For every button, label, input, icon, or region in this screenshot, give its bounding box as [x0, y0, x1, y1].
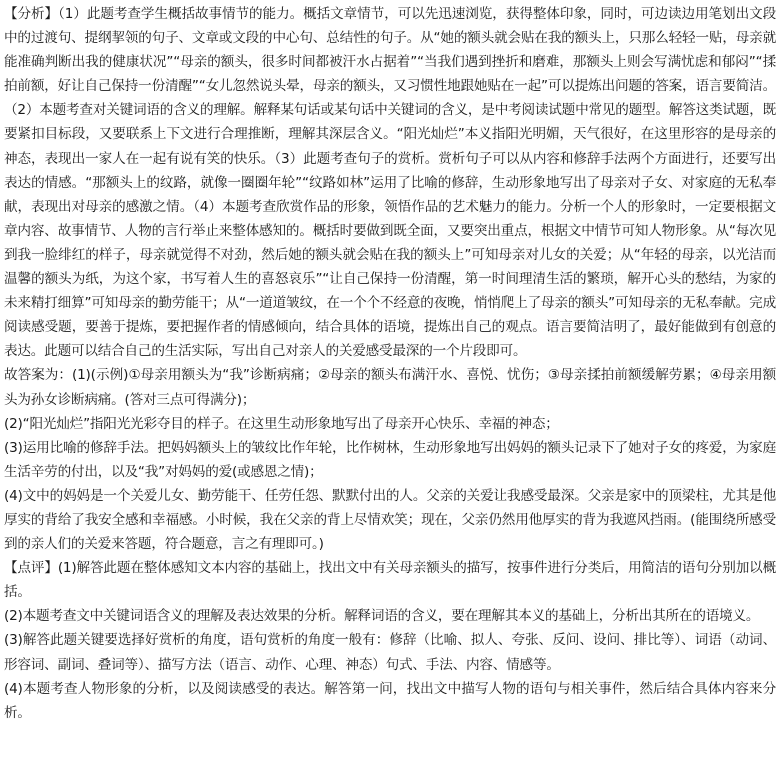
comment-1: [4, 556, 776, 604]
comment-1-text: (1)解答此题在整体感知文本内容的基础上，找出文中有关母亲额头的描写，按事件进行分类后，用简洁的语句分别加以概括。: [4, 560, 776, 601]
answer-3: (3)运用比喻的修辞手法。把妈妈额头上的皱纹比作年轮，比作树林，生动形象地写出妈妈的额头记录下了她对子女的疼爱，为家庭生活辛劳的付出，以及“我”对妈妈的爱(或感恩之情)；: [4, 439, 776, 480]
answer-4: (4)文中的妈妈是一个关爱儿女、勤劳能干、任劳任怨、默默付出的人。父亲的关爱让我感受最深。父亲是家中的顶梁柱，尤其是他厚实的背给了我安全感和幸福感。小时候，我在父亲的背上尽情欢笑；现在，父亲仍然用他厚实的背为我遮风挡雨。(能围绕所感受到的亲人们的关爱来答题，符合题意，言之有理即可。): [4, 487, 776, 553]
comment-tag: 【点评】: [4, 560, 58, 577]
answer-1: 故答案为：(1)(示例)①母亲用额头为“我”诊断病痛；②母亲的额头布满汗水、喜悦、忧伤；③母亲揉拍前额缓解劳累；④母亲用额头为孙女诊断病痛。(答对三点可得满分)；: [4, 367, 776, 408]
comment-4: (4)本题考查人物形象的分析，以及阅读感受的表达。解答第一问，找出文中描写人物的语句与相关事件，然后结合具体内容来分析。: [4, 680, 776, 721]
comment-2: (2)本题考查文中关键词语含义的理解及表达效果的分析。解释词语的含义，要在理解其本义的基础上，分析出其所在的语境义。: [4, 608, 760, 625]
analysis-paragraph: [4, 2, 776, 363]
comment-3: (3)解答此题关键要选择好赏析的角度，语句赏析的角度一般有：修辞（比喻、拟人、夸张、反问、设问、排比等）、词语（动词、形容词、副词、叠词等）、描写方法（语言、动作、心理、神态）句式、手法、内容、情感等。: [4, 632, 776, 673]
analysis-tag: 【分析】: [4, 6, 59, 22]
analysis-text: （1）此题考查学生概括故事情节的能力。概括文章情节，可以先迅速浏览，获得整体印象，同时，可边读边用笔划出文段中的过渡句、提纲挈领的句子、文章或文段的中心句、总结性的句子。从“她的额头就会贴在我的额头上，只那么轻轻一贴，母亲就能准确判断出我的健康状况”“母亲的额头，很多时间都被汗水占据着”“当我们遇到挫折和磨难，那额头上则会写满忧虑和郁闷”“揉拍前额，好让自己保持一份清醒”“女儿忽然说头晕，母亲的额头，又习惯性地跟她贴在一起”可以提炼出问题的答案，语言要简洁。（2）本题考查对关键词语的含义的理解。解释某句话或某句话中关键词的含义，是中考阅读试题中常见的题型。解答这类试题，既要紧扣目标段，又要联系上下文进行合理推断，理解其深层含义。“阳光灿烂”本义指阳光明媚，天气很好，在这里形容的是母亲的神态，表现出一家人在一起有说有笑的快乐。（3）此题考查句子的赏析。赏析句子可以从内容和修辞手法两个方面进行，还要写出表达的情感。“那额头上的纹路，就像一圈圈年轮”“纹路如林”运用了比喻的修辞，生动形象地写出了母亲对子女、对家庭的无私奉献，表现出对母亲的感激之情。（4）本题考查欣赏作品的形象，领悟作品的艺术魅力的能力。分析一个人的形象时，一定要根据文章内容、故事情节、人物的言行举止来整体感知的。概括时要做到既全面，又要突出重点，根据文中情节可知人物形象。从“每次见到我一脸绯红的样子，母亲就觉得不对劲，然后她的额头就会贴在我的额头上”可知母亲对儿女的关爱；从“年轻的母亲，以光洁而温馨的额头为纸，为这个家，书写着人生的喜怒哀乐”“让自己保持一份清醒，第一时间理清生活的繁琐，解开心头的愁结，为家的未来精打细算”可知母亲的勤劳能干；从“一道道皱纹，在一个个不经意的夜晚，悄悄爬上了母亲的额头”可知母亲的无私奉献。完成阅读感受题，要善于提炼，要把握作者的情感倾向，结合具体的语境，提炼出自己的观点。语言要简洁明了，最好能做到有创意的表达。此题可以结合自己的生活实际，写出自己对亲人的关爱感受最深的一个片段即可。: [4, 6, 776, 360]
answer-2: (2)“阳光灿烂”指阳光光彩夺目的样子。在这里生动形象地写出了母亲开心快乐、幸福的神态；: [4, 415, 559, 432]
